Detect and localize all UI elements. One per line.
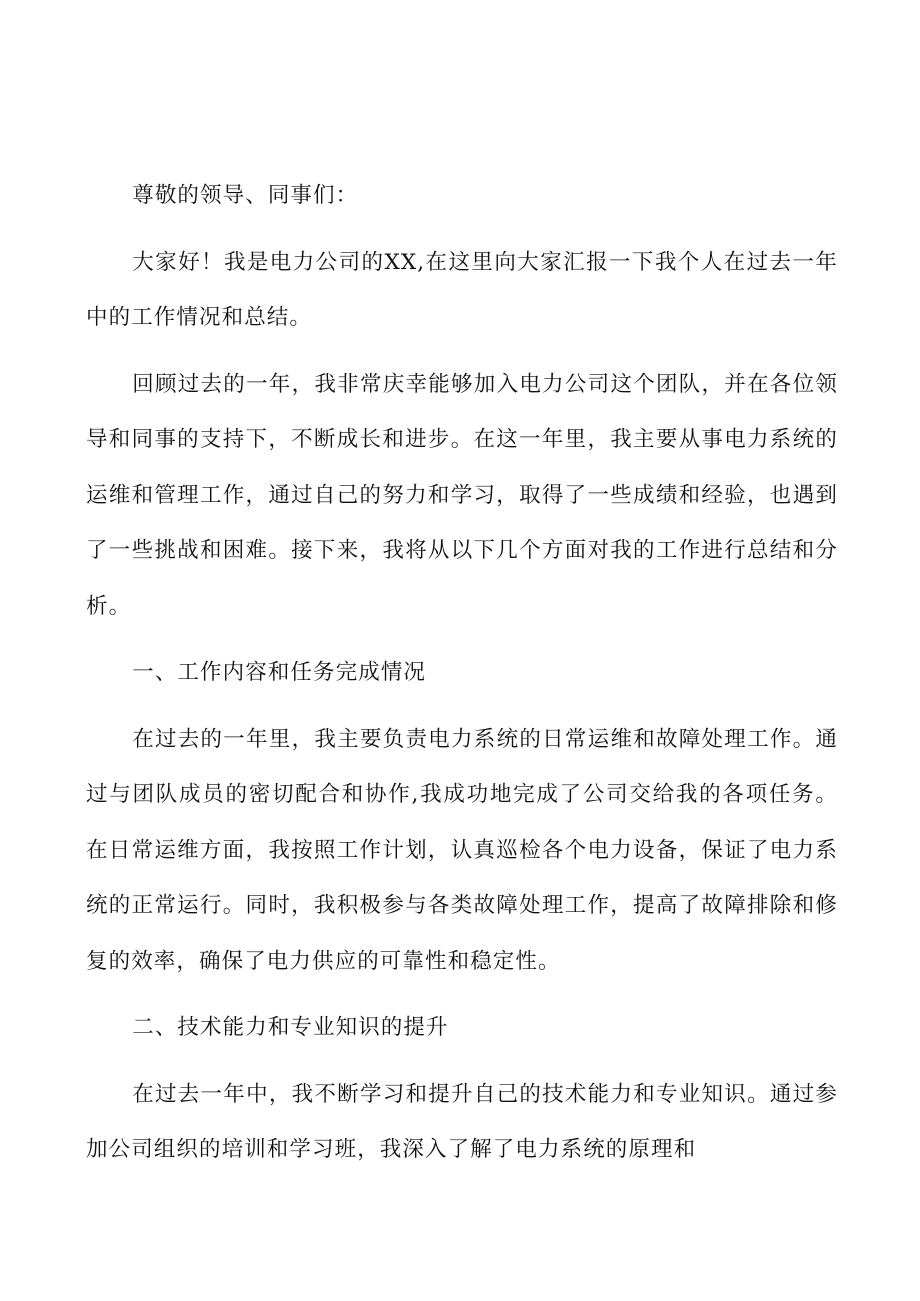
review-paragraph: 回顾过去的一年，我非常庆幸能够加入电力公司这个团队，并在各位领导和同事的支持下，不断成长和进步。在这一年里，我主要从事电力系统的运维和管理工作，通过自己的努力和学习，取得了一些成绩和经验，也遇到了一些挑战和困难。接下来，我将从以下几个方面对我的工作进行总结和分析。: [86, 371, 838, 619]
section-heading-skills: 二、技术能力和专业知识的提升: [132, 1015, 449, 1040]
section-heading-work-content: 一、工作内容和任务完成情况: [132, 660, 427, 685]
section-body-skills: 在过去一年中，我不断学习和提升自己的技术能力和专业知识。通过参加公司组织的培训和学习班，我深入了解了电力系统的原理和: [86, 1081, 838, 1162]
salutation: 尊敬的领导、同事们：: [132, 183, 359, 208]
section-body-work-content: 在过去的一年里，我主要负责电力系统的日常运维和故障处理工作。通过与团队成员的密切配合和协作,我成功地完成了公司交给我的各项任务。在日常运维方面，我按照工作计划，认真巡检各个电力设备，保证了电力系统的正常运行。同时，我积极参与各类故障处理工作，提高了故障排除和修复的效率，确保了电力供应的可靠性和稳定性。: [86, 726, 838, 974]
document-body: [86, 168, 838, 1189]
intro-paragraph: 大家好！我是电力公司的XX,在这里向大家汇报一下我个人在过去一年中的工作情况和总结。: [86, 249, 838, 330]
